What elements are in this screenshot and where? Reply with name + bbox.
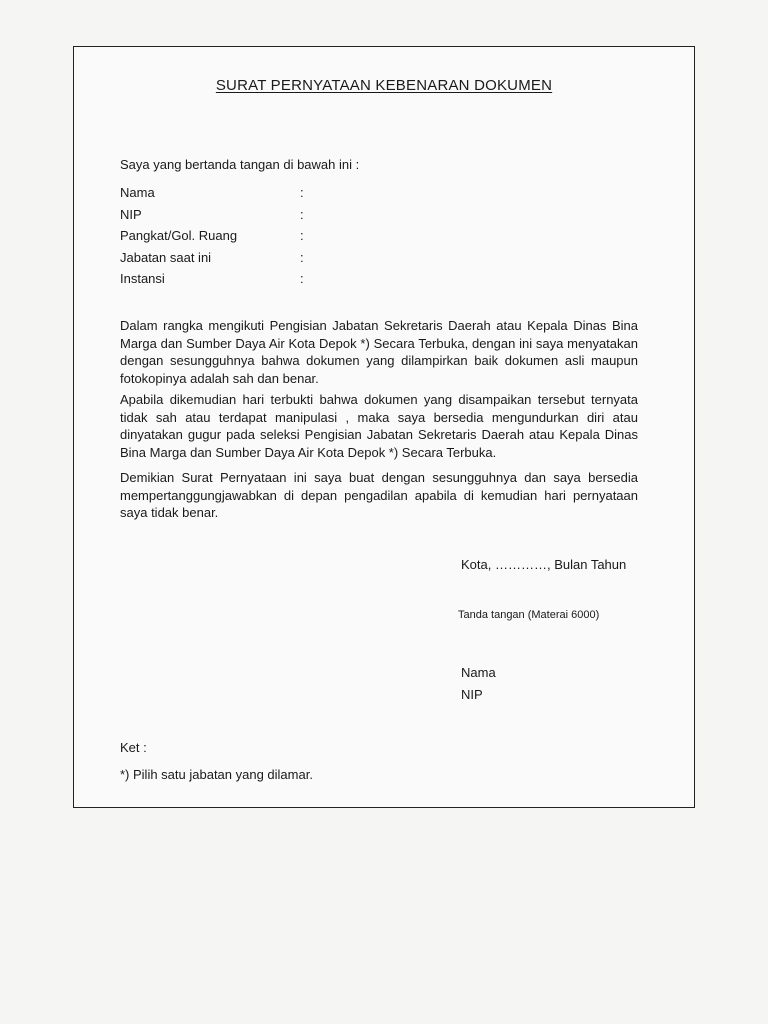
identity-fields bbox=[120, 182, 304, 290]
field-colon: : bbox=[300, 228, 304, 243]
field-label: Nama bbox=[120, 185, 155, 200]
field-label: Pangkat/Gol. Ruang bbox=[120, 228, 238, 243]
paragraph-statement: Dalam rangka mengikuti Pengisian Jabatan Sekretaris Daerah atau Kepala Dinas Bina Marga dan Sumber Daya Air Kota Depok *) Secara Terbuka, dengan ini saya menyatakan dengan sesungguhnya bahwa dokumen yang dilampirkan baik dokumen asli maupun fotokopinya adalah sah dan benar. bbox=[120, 318, 638, 386]
field-colon: : bbox=[300, 185, 304, 200]
signature-name-label: Nama bbox=[461, 665, 496, 680]
field-label: NIP bbox=[120, 206, 142, 222]
field-nip bbox=[120, 204, 304, 226]
document-title: SURAT PERNYATAAN KEBENARAN DOKUMEN bbox=[215, 77, 553, 94]
intro-text: Saya yang bertanda tangan di bawah ini : bbox=[120, 157, 360, 172]
field-colon: : bbox=[300, 249, 304, 265]
field-colon: : bbox=[300, 206, 304, 222]
signature-place-date: Kota, …………, Bulan Tahun bbox=[461, 557, 627, 572]
field-nama bbox=[120, 182, 304, 204]
field-label: Jabatan saat ini bbox=[120, 249, 212, 265]
document-sheet bbox=[73, 46, 695, 808]
signature-stamp-note: Tanda tangan (Materai 6000) bbox=[458, 609, 600, 621]
field-jabatan bbox=[120, 247, 304, 269]
field-colon: : bbox=[300, 271, 304, 286]
signature-nip-label: NIP bbox=[461, 687, 483, 702]
field-pangkat bbox=[120, 225, 304, 247]
footnote-label: Ket : bbox=[120, 740, 147, 755]
footnote-note: *) Pilih satu jabatan yang dilamar. bbox=[120, 767, 313, 782]
paragraph-consequence: Apabila dikemudian hari terbukti bahwa dokumen yang disampaikan tersebut ternyata tidak sah atau terdapat manipulasi , maka saya bersedia mengundurkan diri atau dinyatakan gugur pada seleksi Pengisian Jabatan Sekretaris Daerah atau Kepala Dinas Bina Marga dan Sumber Daya Air Kota Depok *) Secara Terbuka. bbox=[120, 392, 638, 460]
field-label: Instansi bbox=[120, 271, 165, 286]
field-instansi bbox=[120, 268, 304, 290]
paragraph-closing: Demikian Surat Pernyataan ini saya buat dengan sesungguhnya dan saya bersedia mempertanggungjawabkan di depan pengadilan apabila di kemudian hari pernyataan saya tidak benar. bbox=[120, 470, 638, 521]
